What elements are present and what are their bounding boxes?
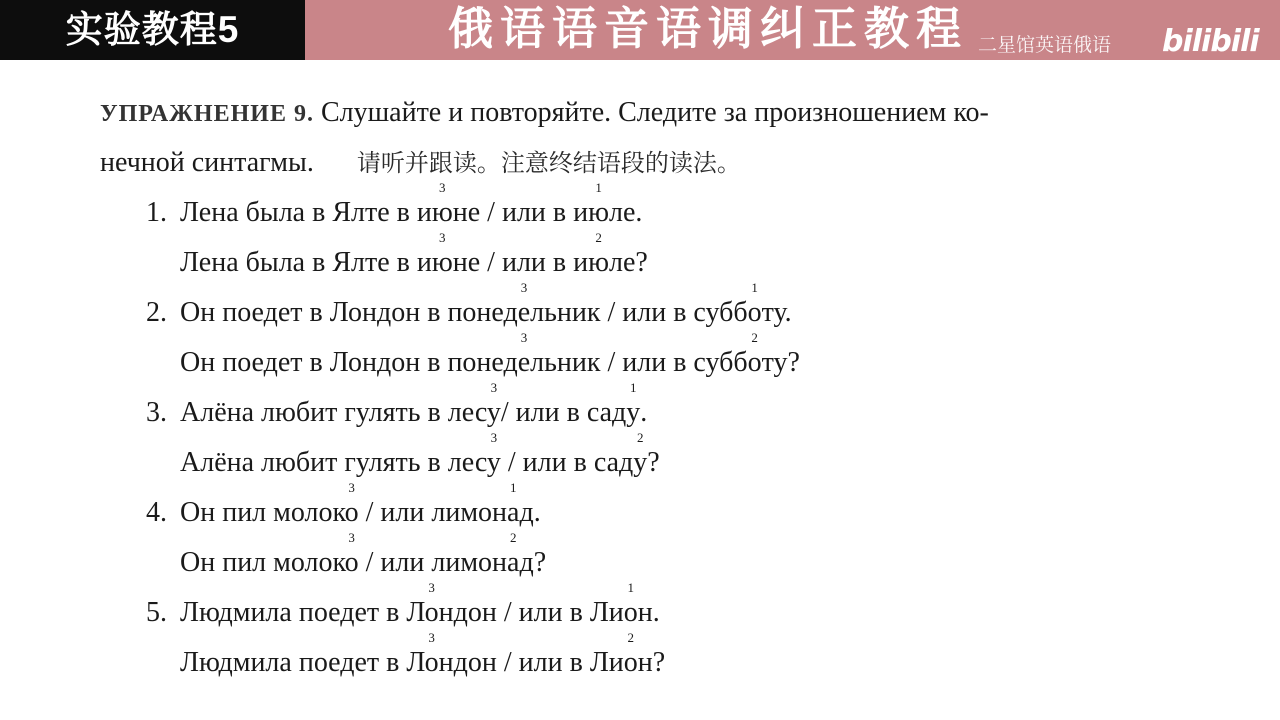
intonation-center-vowel: е 3 (517, 330, 531, 378)
sentence-text: ндон / или в Ли (438, 647, 624, 678)
sentence-3-question (180, 430, 660, 480)
sentence-text: Людмила поедет в Л (180, 597, 425, 628)
sentence-text: ле. (609, 197, 643, 228)
channel-watermark: 二星馆英语俄语 (978, 34, 1112, 56)
sentence-text: Лена была в Ялте в и (180, 197, 432, 228)
intonation-mark: 3 (490, 430, 498, 445)
item-number: 3. (146, 397, 167, 428)
sentence-text: / или лимон (358, 497, 508, 528)
intonation-mark: 1 (595, 180, 602, 195)
course-title: 俄语语音语调纠正教程 (448, 2, 969, 55)
sentence-text: ту? (761, 347, 800, 378)
item-number: 4. (146, 497, 167, 528)
intonation-mark: 3 (348, 530, 355, 545)
sentence-4-statement (146, 480, 541, 530)
item-number: 2. (146, 297, 167, 328)
sentence-text: Он поедет в Лондон в понед (180, 347, 518, 378)
sentence-1-statement (146, 180, 643, 230)
intonation-mark: 2 (595, 230, 602, 245)
intonation-center-vowel: ю 1 (588, 180, 610, 228)
intonation-mark: 3 (428, 580, 435, 595)
sentence-text: / или в сад (500, 447, 634, 478)
sentence-text: Он пил молок (180, 547, 345, 578)
sentence-3-statement (146, 380, 648, 430)
intonation-center-vowel: у 2 (633, 430, 648, 478)
sentence-text: Лена была в Ялте в и (180, 247, 432, 278)
intonation-center-vowel: е 3 (517, 280, 531, 328)
exercise-instruction-end: нечной синтагмы. (100, 147, 314, 178)
item-number: 1. (146, 197, 167, 228)
header-bar (0, 0, 1280, 60)
sentence-text: Людмила поедет в Л (180, 647, 425, 678)
item-number: 5. (146, 597, 167, 628)
intonation-mark: 1 (627, 580, 635, 595)
intonation-center-vowel: о 3 (424, 630, 439, 678)
intonation-center-vowel: а 2 (507, 530, 520, 578)
intonation-mark: 3 (520, 330, 528, 345)
sentence-text: / или лимон (358, 547, 508, 578)
sentence-text: Алёна любит гулять в лес (180, 397, 487, 428)
sentence-text: не / или в и (452, 197, 589, 228)
intonation-mark: 1 (751, 280, 758, 295)
sentence-text: ту. (761, 297, 792, 328)
sentence-text: д. (519, 497, 541, 528)
sentence-text: д? (519, 547, 547, 578)
intonation-mark: 1 (630, 380, 637, 395)
intonation-center-vowel: у 3 (486, 430, 501, 478)
exercise-label: УПРАЖНЕНИЕ 9. (100, 101, 314, 127)
intonation-center-vowel: о 2 (623, 630, 638, 678)
sentence-text: Алёна любит гулять в лес (180, 447, 487, 478)
intonation-mark: 2 (510, 530, 517, 545)
sentence-text: / или в сад (500, 397, 627, 428)
sentence-5-statement (146, 580, 660, 630)
intonation-center-vowel: о 1 (747, 280, 762, 328)
intonation-center-vowel: о 1 (623, 580, 638, 628)
sentence-text: ? (647, 447, 660, 478)
intonation-center-vowel: у 1 (626, 380, 641, 428)
intonation-mark: 2 (627, 630, 635, 645)
sentence-text: ндон / или в Ли (438, 597, 624, 628)
sentence-text: не / или в и (452, 247, 589, 278)
sentence-2-statement (146, 280, 792, 330)
sentence-text: льник / или в субб (530, 297, 748, 328)
intonation-mark: 3 (439, 230, 446, 245)
intonation-mark: 1 (510, 480, 517, 495)
exercise-heading-continued (100, 146, 741, 180)
sentence-text: льник / или в субб (530, 347, 748, 378)
sentence-text: Он поедет в Лондон в понед (180, 297, 518, 328)
exercise-instruction: Слушайте и повторяйте. Следите за произношением ко- (320, 97, 989, 128)
exercise-instruction-zh: 请听并跟读。注意终结语段的读法。 (356, 149, 741, 177)
intonation-mark: 2 (637, 430, 644, 445)
bilibili-logo-icon: bilibili (1162, 24, 1259, 59)
intonation-mark: 3 (520, 280, 528, 295)
intonation-center-vowel: о 3 (424, 580, 439, 628)
intonation-mark: 3 (439, 180, 446, 195)
sentence-text: н. (637, 597, 660, 628)
intonation-mark: 3 (490, 380, 498, 395)
sentence-text: н? (637, 647, 666, 678)
intonation-center-vowel: ю 3 (431, 230, 453, 278)
intonation-center-vowel: ю 2 (588, 230, 610, 278)
sentence-text: ле? (609, 247, 648, 278)
intonation-mark: 2 (751, 330, 758, 345)
intonation-mark: 3 (428, 630, 435, 645)
lesson-badge: 实验教程5 (0, 0, 305, 60)
exercise-heading (100, 96, 989, 131)
intonation-center-vowel: ю 3 (431, 180, 453, 228)
intonation-center-vowel: а 1 (507, 480, 520, 528)
sentence-4-question (180, 530, 547, 580)
sentence-1-question (180, 230, 648, 280)
intonation-center-vowel: о 3 (344, 530, 359, 578)
sentence-text: Он пил молок (180, 497, 345, 528)
intonation-center-vowel: у 3 (486, 380, 501, 428)
intonation-center-vowel: о 3 (344, 480, 359, 528)
sentence-2-question (180, 330, 800, 380)
sentence-text: . (640, 397, 648, 428)
sentence-5-question (180, 630, 666, 680)
intonation-center-vowel: о 2 (747, 330, 762, 378)
intonation-mark: 3 (348, 480, 355, 495)
